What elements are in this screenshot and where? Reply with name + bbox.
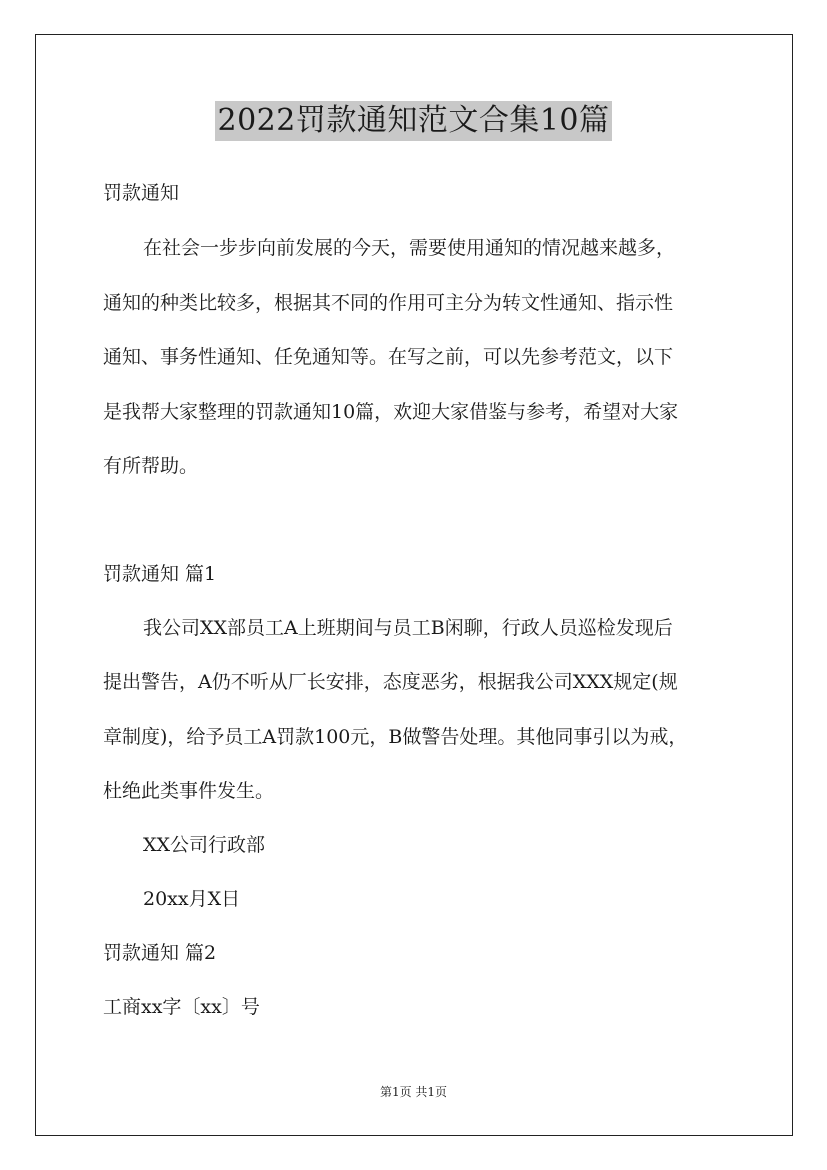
intro-line: 通知的种类比较多，根据其不同的作用可主分为转文性通知、指示性 [103,292,674,314]
document-title: 2022罚款通知范文合集10篇 [215,101,611,141]
section1-line: 提出警告，A仍不听从厂长安排，态度恶劣，根据我公司XXX规定(规 [103,671,678,693]
intro-line: 有所帮助。 [103,455,199,477]
intro-heading: 罚款通知 [103,182,180,204]
section2-heading: 罚款通知 篇2 [103,942,217,964]
section2-doc-number: 工商xx字〔xx〕号 [103,996,260,1018]
intro-line: 是我帮大家整理的罚款通知10篇，欢迎大家借鉴与参考，希望对大家 [103,401,679,423]
section1-date: 20xx月X日 [143,888,241,910]
section1-line: 章制度)，给予员工A罚款100元，B做警告处理。其他同事引以为戒， [103,726,688,748]
intro-line: 通知、事务性通知、任免通知等。在写之前，可以先参考范文，以下 [103,346,674,368]
section1-line: 我公司XX部员工A上班期间与员工B闲聊，行政人员巡检发现后 [143,617,673,639]
title-container [0,101,827,141]
section1-heading: 罚款通知 篇1 [103,563,217,585]
section1-signature: XX公司行政部 [143,834,266,856]
intro-line: 在社会一步步向前发展的今天，需要使用通知的情况越来越多， [143,237,676,259]
page-footer: 第1页 共1页 [379,1085,448,1099]
section1-line: 杜绝此类事件发生。 [103,780,275,802]
